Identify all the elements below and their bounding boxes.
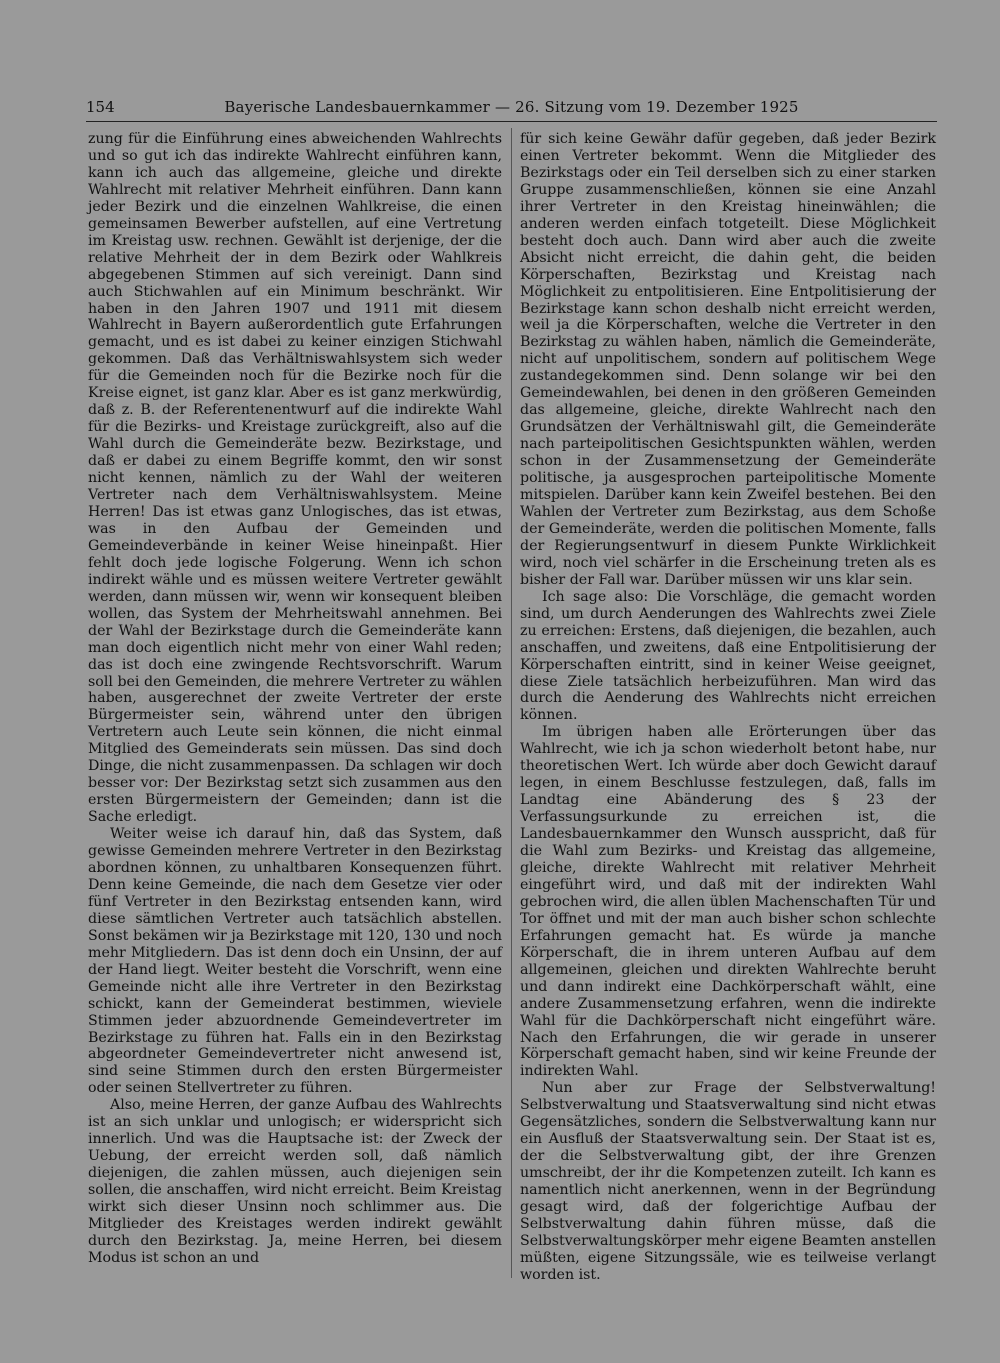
paragraph: Ich sage also: Die Vorschläge, die gemacht worden sind, um durch Aenderungen des Wahlrechts zwei Ziele zu erreichen: Erstens, daß diejenigen, die bezahlen, auch anschaffen, und zweitens, daß eine Entpolitisierung der Körperschaften eintritt, sind in keiner Weise geeignet, diese Ziele tatsächlich herbeizuführen. Man wird das durch die Aenderung des Wahlrechts nicht erreichen können.	[520, 588, 936, 724]
paragraph: für sich keine Gewähr dafür gegeben, daß jeder Bezirk einen Vertreter bekommt. Wenn die Mitglieder des Bezirkstags oder ein Teil derselben sich zu einer starken Gruppe zusammenschließen, können sie eine Anzahl ihrer Vertreter in den Kreistag hineinwählen; die anderen werden einfach totgeteilt. Diese Möglichkeit besteht doch auch. Dann wird aber auch die zweite Absicht nicht erreicht, die dahin geht, die beiden Körperschaften, Bezirkstag und Kreistag nach Möglichkeit zu entpolitisieren. Eine Entpolitisierung der Bezirkstage kann schon deshalb nicht erreicht werden, weil ja die Körperschaften, welche die Vertreter in den Bezirkstag zu wählen haben, nämlich die Gemeinderäte, nicht auf unpolitischem, sondern auf politischem Wege zustandegekommen sind. Denn solange wir bei den Gemeindewahlen, bei denen in den größeren Gemeinden das allgemeine, gleiche, direkte Wahlrecht nach den Grundsätzen der Verhältniswahl gilt, die Gemeinderäte nach parteipolitischen Gesichtspunkten wählen, werden schon in der Zusammensetzung der Gemeinderäte politische, ja ausgesprochen parteipolitische Momente mitspielen. Darüber kann kein Zweifel bestehen. Bei den Wahlen der Vertreter zum Bezirkstag, aus dem Schoße der Gemeinderäte, werden die politischen Momente, falls der Regierungsentwurf in diesem Punkte Wirklichkeit wird, noch viel schärfer in die Erscheinung treten als es bisher der Fall war. Darüber müssen wir uns klar sein.	[520, 131, 936, 588]
running-title: Bayerische Landesbauernkammer — 26. Sitzung vom 19. Dezember 1925	[224, 98, 799, 116]
page-header	[86, 97, 937, 122]
right-column	[520, 131, 936, 1284]
paragraph: zung für die Einführung eines abweichenden Wahlrechts und so gut ich das indirekte Wahlrecht einführen kann, kann ich auch das allgemeine, gleiche und direkte Wahlrecht mit relativer Mehrheit einführen. Dann kann jeder Bezirk und die einzelnen Wahlkreise, die einen gemeinsamen Bewerber aufstellen, auf eine Vertretung im Kreistag usw. rechnen. Gewählt ist derjenige, der die relative Mehrheit der in dem Bezirk oder Wahlkreis abgegebenen Stimmen auf sich vereinigt. Dann sind auch Stichwahlen auf ein Minimum beschränkt. Wir haben in den Jahren 1907 und 1911 mit diesem Wahlrecht in Bayern außerordentlich gute Erfahrungen gemacht, und es ist dabei zu keiner einzigen Stichwahl gekommen. Daß das Verhältniswahlsystem sich weder für die Gemeinden noch für die Bezirke noch für die Kreise eignet, ist ganz klar. Aber es ist ganz merkwürdig, daß z. B. der Referentenentwurf auf die indirekte Wahl für die Bezirks- und Kreistage zurückgreift, also auf die Wahl durch die Gemeinderäte bezw. Bezirkstage, und daß er dabei zu einem Begriffe kommt, den wir sonst nicht kennen, nämlich zu der Wahl der weiteren Vertreter nach dem Verhältniswahlsystem. Meine Herren! Das ist etwas ganz Unlogisches, das ist etwas, was in den Aufbau der Gemeinden und Gemeindeverbände in keiner Weise hineinpaßt. Hier fehlt doch jede logische Folgerung. Wenn ich schon indirekt wähle und es müssen weitere Vertreter gewählt werden, dann müssen wir, wenn wir konsequent bleiben wollen, das System der Mehrheitswahl annehmen. Bei der Wahl der Bezirkstage durch die Gemeinderäte kann man doch eigentlich nicht mehr von einer Wahl reden; das ist doch eine zwingende Rechtsvorschrift. Warum soll bei den Gemeinden, die mehrere Vertreter zu wählen haben, ausgerechnet der zweite Vertreter der erste Bürgermeister sein, während unter den übrigen Vertretern auch Leute sein können, die nicht einmal Mitglied des Gemeinderats sein müssen. Das sind doch Dinge, die nicht zusammenpassen. Da schlagen wir doch besser vor: Der Bezirkstag setzt sich zusammen aus den ersten Bürgermeistern der Gemeinden; dann ist die Sache erledigt.	[88, 131, 502, 826]
paragraph: Weiter weise ich darauf hin, daß das System, daß gewisse Gemeinden mehrere Vertreter in den Bezirkstag abordnen können, zu unhaltbaren Konsequenzen führt. Denn keine Gemeinde, die nach dem Gesetze vier oder fünf Vertreter in den Bezirkstag entsenden kann, wird diese sämtlichen Vertreter auch tatsächlich abstellen. Sonst bekämen wir ja Bezirkstage mit 120, 130 und noch mehr Mitgliedern. Das ist denn doch ein Unsinn, der auf der Hand liegt. Weiter besteht die Vorschrift, wenn eine Gemeinde nicht alle ihre Vertreter in den Bezirkstag schickt, kann der Gemeinderat bestimmen, wieviele Stimmen jeder abzuordnende Gemeindevertreter im Bezirkstage zu führen hat. Falls ein in den Bezirkstag abgeordneter Gemeindevertreter nicht anwesend ist, sind seine Stimmen durch den ersten Bürgermeister oder seinen Stellvertreter zu führen.	[88, 826, 502, 1097]
paragraph: Im übrigen haben alle Erörterungen über das Wahlrecht, wie ich ja schon wiederholt betont habe, nur theoretischen Wert. Ich würde aber doch Gewicht darauf legen, in einem Beschlusse festzulegen, daß, falls im Landtag eine Abänderung des § 23 der Verfassungsurkunde zu erreichen ist, die Landesbauernkammer den Wunsch ausspricht, daß für die Wahl zum Bezirks- und Kreistag das allgemeine, gleiche, direkte Wahlrecht mit relativer Mehrheit eingeführt wird, und daß mit der indirekten Wahl gebrochen wird, die allen üblen Machenschaften Tür und Tor öffnet und mit der man auch bisher schon schlechte Erfahrungen gemacht hat. Es würde ja manche Körperschaft, die in ihrem unteren Aufbau auf dem allgemeinen, gleichen und direkten Wahlrechte beruht und dann indirekt eine Dachkörperschaft wählt, eine andere Zusammensetzung erfahren, wenn die indirekte Wahl für die Dachkörperschaft nicht eingeführt wäre. Nach den Erfahrungen, die wir gerade in unserer Körperschaft gemacht haben, sind wir keine Freunde der indirekten Wahl.	[520, 724, 936, 1080]
paragraph: Also, meine Herren, der ganze Aufbau des Wahlrechts ist an sich unklar und unlogisch; er widerspricht sich innerlich. Und was die Hauptsache ist: der Zweck der Uebung, der erreicht werden soll, daß nämlich diejenigen, die zahlen müssen, auch diejenigen sein sollen, die anschaffen, wird nicht erreicht. Beim Kreistag wirkt sich dieser Unsinn noch schlimmer aus. Die Mitglieder des Kreistages werden indirekt gewählt durch den Bezirkstag. Ja, meine Herren, bei diesem Modus ist schon an und	[88, 1097, 502, 1266]
paragraph: Nun aber zur Frage der Selbstverwaltung! Selbstverwaltung und Staatsverwaltung sind nicht etwas Gegensätzliches, sondern die Selbstverwaltung kann nur ein Ausfluß der Staatsverwaltung sein. Der Staat ist es, der die Selbstverwaltung gibt, der ihre Grenzen umschreibt, der ihr die Kompetenzen zuteilt. Ich kann es namentlich nicht anerkennen, wenn in der Begründung gesagt wird, daß der folgerichtige Aufbau der Selbstverwaltung dahin führen müsse, daß die Selbstverwaltungskörper mehr eigene Beamten anstellen müßten, eigene Sitzungssäle, wie es teilweise verlangt worden ist.	[520, 1080, 936, 1283]
column-divider	[511, 128, 512, 1278]
page-number: 154	[86, 98, 115, 116]
left-column	[88, 131, 502, 1267]
